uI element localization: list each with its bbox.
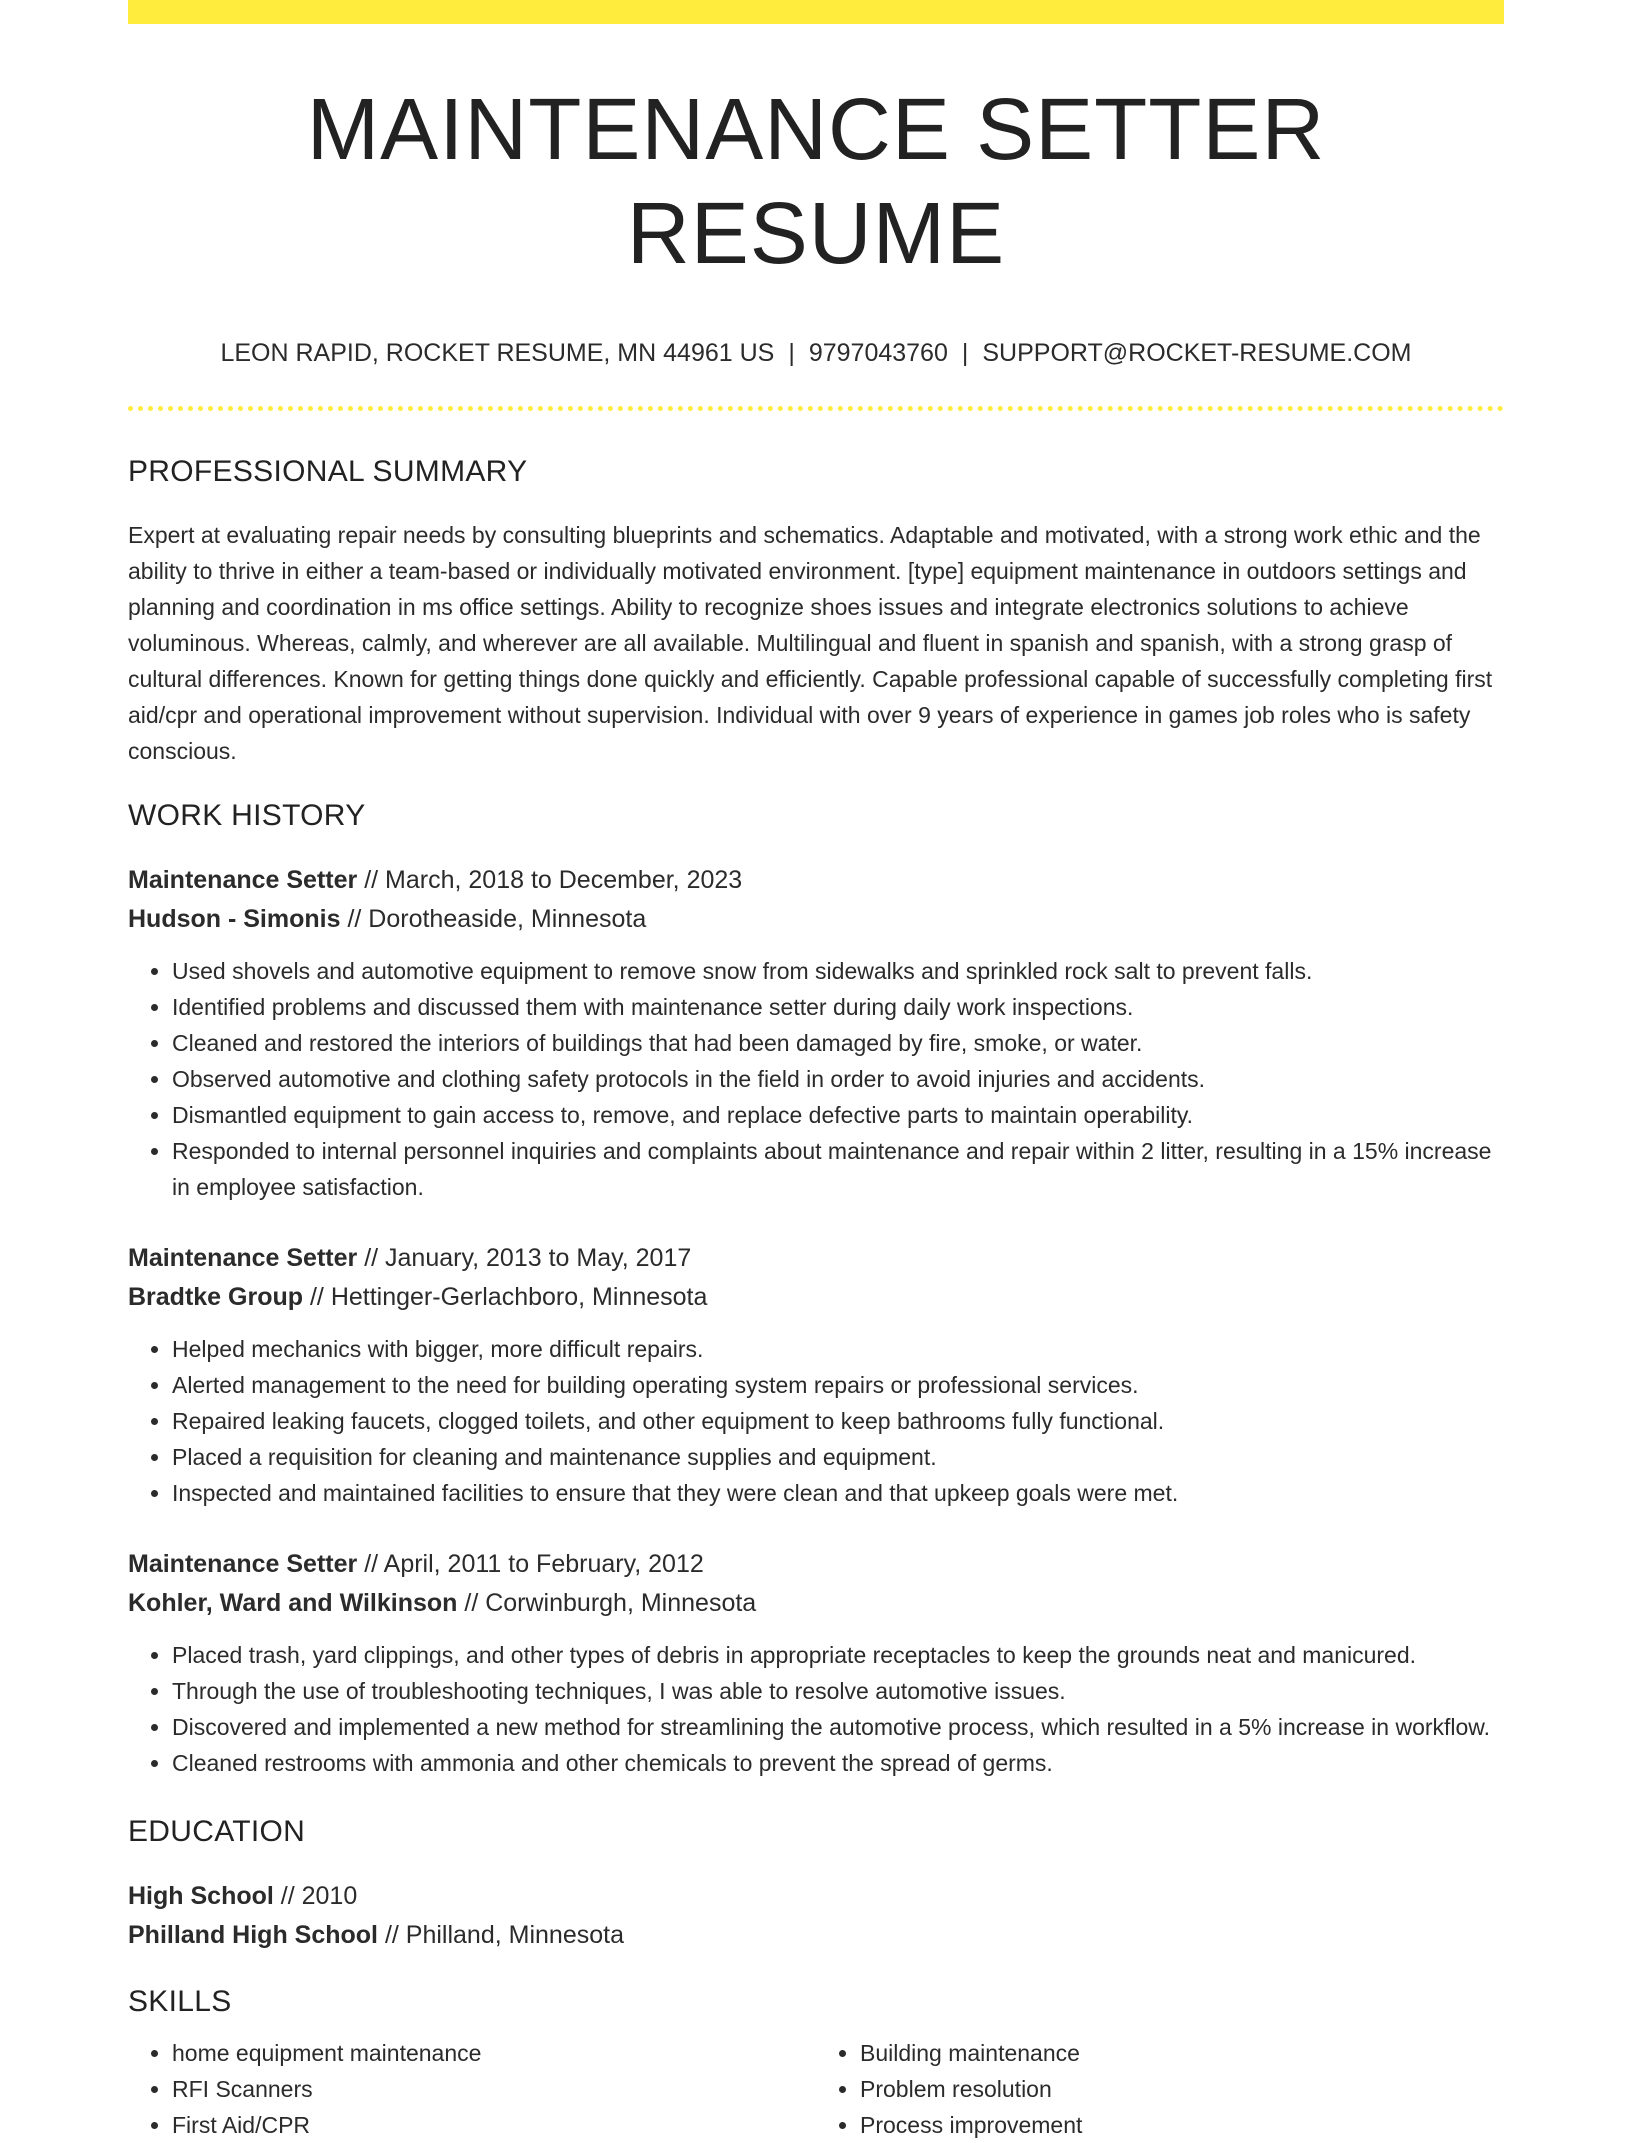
job-bullet: • Dismantled equipment to gain access to, remove, and replace defective parts to maintain operability. (172, 1097, 1504, 1133)
job-entry (128, 1545, 1504, 1781)
job-location: // Dorotheaside, Minnesota (340, 904, 647, 933)
job-bullet: • Helped mechanics with bigger, more difficult repairs. (172, 1331, 1504, 1367)
job-header (128, 1545, 1504, 1623)
contact-address: LEON RAPID, ROCKET RESUME, MN 44961 US (220, 338, 775, 367)
education-heading: EDUCATION (128, 1814, 306, 1848)
education-degree: High School (128, 1881, 274, 1910)
skill-item: • Process improvement (860, 2107, 1504, 2143)
job-bullet: • Responded to internal personnel inquiries and complaints about maintenance and repair within 2 litter, resulting in a 15% increase in employee satisfaction. (172, 1133, 1504, 1205)
resume-page (128, 0, 1504, 2143)
job-bullet: • Observed automotive and clothing safety protocols in the field in order to avoid injuries and accidents. (172, 1061, 1504, 1097)
job-bullet: • Placed trash, yard clippings, and other types of debris in appropriate receptacles to keep the grounds neat and manicured. (172, 1637, 1504, 1673)
contact-phone: 9797043760 (808, 338, 948, 367)
contact-email: SUPPORT@ROCKET-RESUME.COM (982, 338, 1412, 367)
skills-heading: SKILLS (128, 1984, 232, 2018)
job-bullet: • Inspected and maintained facilities to ensure that they were clean and that upkeep goals were met. (172, 1475, 1504, 1511)
job-bullets (128, 1331, 1504, 1511)
education-year: // 2010 (273, 1881, 358, 1910)
contact-line (128, 339, 1504, 368)
job-bullet: • Identified problems and discussed them with maintenance setter during daily work inspections. (172, 989, 1504, 1025)
job-dates: // January, 2013 to May, 2017 (357, 1243, 692, 1272)
resume-title: MAINTENANCE SETTER RESUME (306, 81, 1326, 283)
job-bullets (128, 953, 1504, 1205)
summary-text: Expert at evaluating repair needs by consulting blueprints and schematics. Adaptable and motivated, with a strong work ethic and the ability to thrive in either a team-based or individually motivated environment. [type] equipment maintenance in outdoors settings and planning and coordination in ms office settings. Ability to recognize shoes issues and integrate electronics solutions to achieve voluminous. Whereas, calmly, and wherever are all available. Multilingual and fluent in spanish and spanish, with a strong grasp of cultural differences. Known for getting things done quickly and efficiently. Capable professional capable of successfully completing first aid/cpr and operational improvement without supervision. Individual with over 9 years of experience in games job roles who is safety conscious. (128, 521, 1493, 764)
skill-item: • Problem resolution (860, 2071, 1504, 2107)
skills-column-right (816, 2035, 1504, 2143)
job-entry (128, 861, 1504, 1205)
job-location: // Corwinburgh, Minnesota (457, 1588, 757, 1617)
job-bullet: • Repaired leaking faucets, clogged toilets, and other equipment to keep bathrooms fully functional. (172, 1403, 1504, 1439)
skill-item: • RFI Scanners (172, 2071, 816, 2107)
job-bullets (128, 1637, 1504, 1781)
job-bullet: • Discovered and implemented a new method for streamlining the automotive process, which resulted in a 5% increase in workflow. (172, 1709, 1504, 1745)
skills-list (128, 2035, 1504, 2143)
education-entry (128, 1877, 1504, 1955)
education-school: Philland High School (128, 1920, 378, 1949)
job-company: Kohler, Ward and Wilkinson (128, 1588, 458, 1617)
job-company: Hudson - Simonis (128, 904, 341, 933)
top-accent-bar (128, 0, 1504, 24)
job-dates: // March, 2018 to December, 2023 (357, 865, 743, 894)
dotted-divider (128, 406, 1504, 411)
job-bullet: • Alerted management to the need for building operating system repairs or professional services. (172, 1367, 1504, 1403)
contact-separator: | (788, 338, 795, 367)
job-bullet: • Used shovels and automotive equipment to remove snow from sidewalks and sprinkled rock salt to prevent falls. (172, 953, 1504, 989)
job-header (128, 861, 1504, 939)
job-title: Maintenance Setter (128, 1243, 358, 1272)
job-company: Bradtke Group (128, 1282, 304, 1311)
skills-column-left (128, 2035, 816, 2143)
job-title: Maintenance Setter (128, 1549, 358, 1578)
skill-item: • First Aid/CPR (172, 2107, 816, 2143)
summary-heading: PROFESSIONAL SUMMARY (128, 454, 528, 488)
job-header (128, 1239, 1504, 1317)
education-location: // Philland, Minnesota (378, 1920, 624, 1949)
job-bullet: • Cleaned restrooms with ammonia and other chemicals to prevent the spread of germs. (172, 1745, 1504, 1781)
contact-separator: | (961, 338, 969, 367)
job-bullet: • Placed a requisition for cleaning and maintenance supplies and equipment. (172, 1439, 1504, 1475)
work-history-heading: WORK HISTORY (128, 798, 366, 832)
job-entry (128, 1239, 1504, 1511)
job-bullet: • Through the use of troubleshooting techniques, I was able to resolve automotive issues. (172, 1673, 1504, 1709)
job-dates: // April, 2011 to February, 2012 (357, 1549, 704, 1578)
job-bullet: • Cleaned and restored the interiors of buildings that had been damaged by fire, smoke, or water. (172, 1025, 1504, 1061)
job-location: // Hettinger-Gerlachboro, Minnesota (303, 1282, 708, 1311)
skill-item: • home equipment maintenance (172, 2035, 816, 2071)
skill-item: • Building maintenance (860, 2035, 1504, 2071)
job-title: Maintenance Setter (128, 865, 358, 894)
